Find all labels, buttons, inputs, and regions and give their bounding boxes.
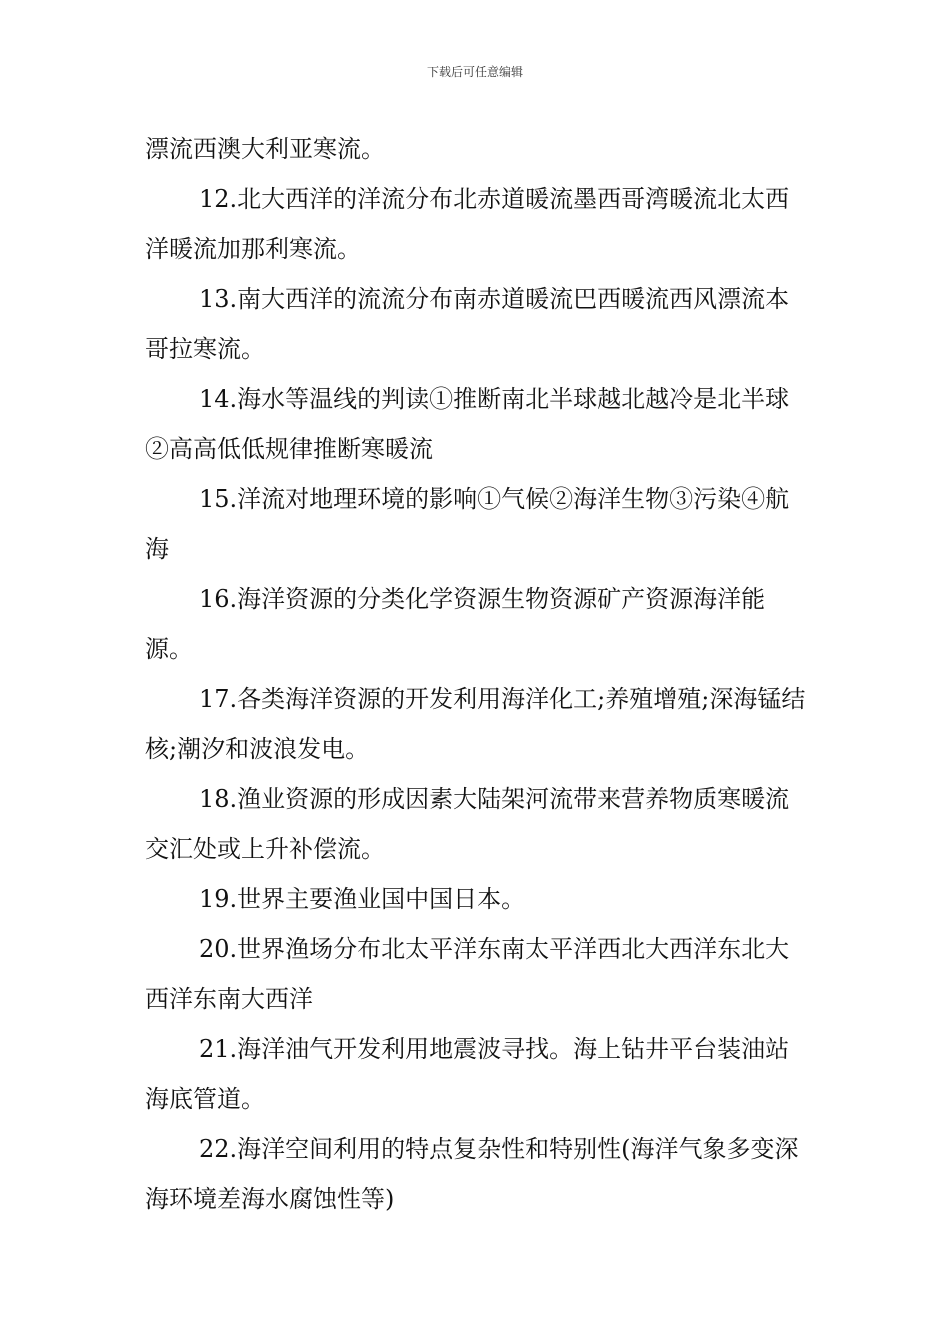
paragraph-12: 12.北大西洋的洋流分布北赤道暖流墨西哥湾暖流北太西洋暖流加那利寒流。 [145,185,790,263]
paragraph-14: 14.海水等温线的判读①推断南北半球越北越冷是北半球②高高低低规律推断寒暖流 [145,385,790,463]
paragraph-19: 19.世界主要渔业国中国日本。 [199,885,526,913]
paragraph-22: 22.海洋空间利用的特点复杂性和特别性(海洋气象多变深海环境差海水腐蚀性等) [145,1135,799,1213]
paragraph-17: 17.各类海洋资源的开发利用海洋化工;养殖增殖;深海锰结核;潮汐和波浪发电。 [145,685,806,763]
paragraph-20: 20.世界渔场分布北太平洋东南太平洋西北大西洋东北大西洋东南大西洋 [145,935,790,1013]
paragraph-21: 21.海洋油气开发利用地震波寻找。海上钻井平台装油站海底管道。 [145,1035,790,1113]
page-header: 下载后可任意编辑 [426,65,523,79]
paragraph-continuation: 漂流西澳大利亚寒流。 [145,135,385,163]
paragraph-16: 16.海洋资源的分类化学资源生物资源矿产资源海洋能源。 [145,585,766,663]
paragraph-13: 13.南大西洋的流流分布南赤道暖流巴西暖流西风漂流本哥拉寒流。 [145,285,790,363]
paragraph-18: 18.渔业资源的形成因素大陆架河流带来营养物质寒暖流交汇处或上升补偿流。 [145,785,790,863]
document-body [145,124,810,1224]
paragraph-15: 15.洋流对地理环境的影响①气候②海洋生物③污染④航海 [145,485,790,563]
